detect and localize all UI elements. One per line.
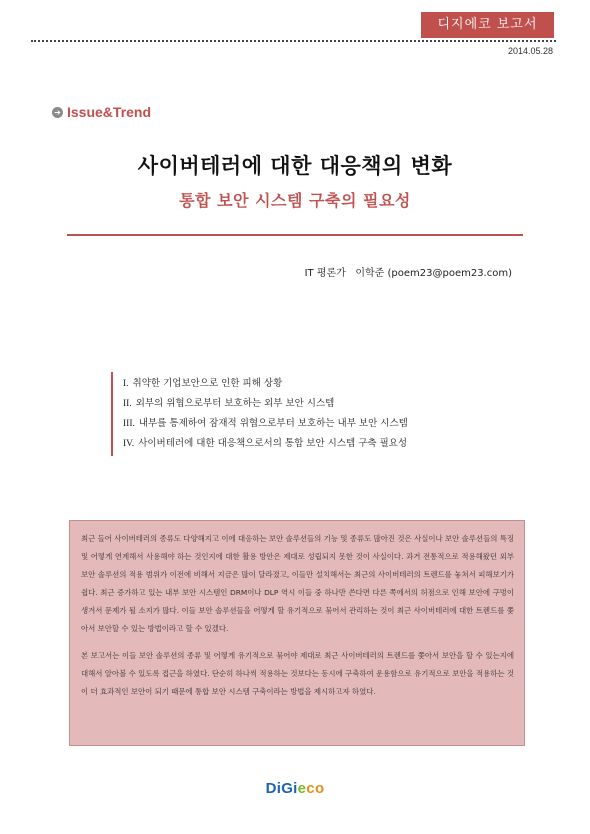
summary-paragraph: 최근 들어 사이버테러의 종류도 다양해지고 이에 대응하는 보안 솔루션들의 기능 및 종류도 많아진 것은 사실이나 보안 솔루션들의 특징 및 어떻게 연계해서 사용해야 하는 것인지에 대한 활용 방안은 제대로 성립되지 못한 것이 사실이다. 과거 전통적으로 적용해왔던 외부 보안 솔루션의 적용 범위가 이전에 비해서 지금은 많이 달라졌고, 이들만 설치해서는 최근의 사이버테러의 트렌드를 놓쳐서 피해보기가 쉽다. 최근 증가하고 있는 내부 보안 시스템인 DRM이나 DLP 역시 이들 중 하나만 쓴다면 다른 쪽에서의 허점으로 인해 보안에 구멍이 생겨서 문제가 될 소지가 많다. 이들 보안 솔루션들을 어떻게 할 유기적으로 묶어서 관리하는 것이 최근 사이버테러에 대한 트렌드를 쫓아서 보안할 수 있는 방법이라고 할 수 있겠다. — [81, 534, 514, 633]
toc-text: 취약한 기업보안으로 인한 피해 상황 — [132, 378, 283, 389]
logo-part: e — [297, 780, 307, 797]
header-dotted-divider — [31, 40, 556, 42]
page-title: 사이버테러에 대한 대응책의 변화 — [137, 154, 453, 178]
page-subtitle: 통합 보안 시스템 구축의 필요성 — [179, 191, 411, 210]
section-label-text: Issue&Trend — [67, 104, 152, 120]
report-badge: 디지에코 보고서 — [421, 12, 554, 38]
toc-text: 내부를 통제하여 잠재적 위협으로부터 보호하는 내부 보안 시스템 — [138, 418, 408, 429]
toc-item[interactable] — [123, 374, 523, 394]
toc-item[interactable] — [123, 434, 523, 454]
toc-number: II. — [123, 399, 132, 409]
title-divider — [67, 234, 523, 236]
logo-part: co — [306, 780, 325, 797]
toc-number: III. — [123, 419, 135, 429]
author-line: IT 평론가 이학준 (poem23@poem23.com) — [304, 268, 512, 279]
toc-number: I. — [123, 379, 129, 389]
summary-box — [69, 520, 525, 746]
logo-part: DiGi — [265, 780, 298, 797]
digieco-logo — [0, 780, 590, 797]
summary-paragraph: 본 보고서는 이들 보안 솔루션의 종류 및 어떻게 유기적으로 묶어야 제대로 최근 사이버테러의 트렌드를 쫓아서 보안을 할 수 있는지에 대해서 알아볼 수 있도록 접근을 하였다. 단순히 하나씩 적용하는 것보다는 동시에 구축하여 운용함으로 유기적으로 보안을 적용하는 것이 더 효과적인 보안이 되기 때문에 통합 보안 시스템 구축이라는 방법을 제시하고자 하였다. — [81, 651, 514, 696]
section-label — [52, 103, 151, 121]
toc-item[interactable] — [123, 414, 523, 434]
toc-item[interactable] — [123, 394, 523, 414]
arrow-right-circle-icon: ➔ — [52, 107, 63, 118]
toc-text: 사이버테러에 대한 대응책으로서의 통합 보안 시스템 구축 필요성 — [138, 438, 408, 449]
toc-number: IV. — [123, 439, 135, 449]
report-date: 2014.05.28 — [507, 46, 553, 56]
toc-text: 외부의 위협으로부터 보호하는 외부 보안 시스템 — [135, 398, 335, 409]
table-of-contents — [111, 372, 523, 456]
